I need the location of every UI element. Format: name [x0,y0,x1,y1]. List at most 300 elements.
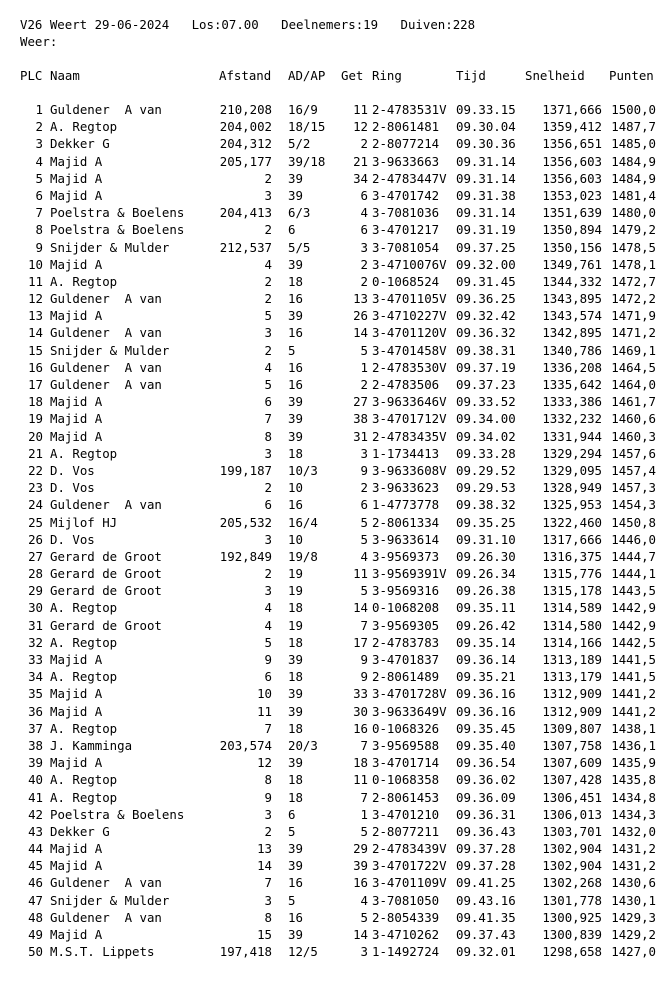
time-cell: 09.35.11 [456,600,516,616]
time-cell: 09.31.14 [456,205,516,221]
name-cell: Snijder & Mulder [50,892,170,908]
distance-cell: 7 [264,411,272,427]
table-row [0,462,670,479]
speed-cell: 1331,944 [542,428,602,444]
speed-cell: 1343,895 [542,291,602,307]
table-row [0,101,670,118]
table-row [0,204,670,221]
place-cell: 31 [28,617,43,633]
get-cell: 3 [360,445,368,461]
adap-cell: 39 [288,308,303,324]
place-cell: 37 [28,720,43,736]
table-row [0,118,670,135]
time-cell: 09.38.32 [456,497,516,513]
distance-cell: 3 [264,892,272,908]
table-row [0,720,670,737]
distance-cell: 4 [264,359,272,375]
speed-cell: 1342,895 [542,325,602,341]
adap-cell: 5 [288,823,296,839]
get-cell: 31 [353,428,368,444]
name-cell: Dekker G [50,823,110,839]
time-cell: 09.35.14 [456,634,516,650]
place-cell: 50 [28,944,43,960]
name-cell: D. Vos [50,462,95,478]
place-cell: 25 [28,514,43,530]
ring-cell: 3-4701458V [372,342,447,358]
speed-cell: 1329,294 [542,445,602,461]
ring-cell: 1-4773778 [372,497,440,513]
adap-cell: 39 [288,170,303,186]
distance-cell: 6 [264,669,272,685]
time-cell: 09.32.01 [456,944,516,960]
points-cell: 1450,8 [611,514,656,530]
ring-cell: 2-4783435V [372,428,447,444]
table-row [0,496,670,513]
distance-cell: 3 [264,325,272,341]
place-cell: 19 [28,411,43,427]
distance-cell: 7 [264,875,272,891]
ring-cell: 3-4701109V [372,875,447,891]
ring-cell: 3-9633649V [372,703,447,719]
name-cell: Majid A [50,841,103,857]
distance-cell: 3 [264,445,272,461]
distance-cell: 5 [264,308,272,324]
table-row [0,617,670,634]
ring-cell: 3-9633663 [372,153,440,169]
adap-cell: 39 [288,841,303,857]
name-cell: Majid A [50,170,103,186]
table-header [0,67,670,84]
time-cell: 09.37.19 [456,359,516,375]
points-cell: 1431,2 [611,858,656,874]
name-cell: Guldener A van [50,497,162,513]
get-cell: 38 [353,411,368,427]
points-cell: 1454,3 [611,497,656,513]
adap-cell: 10/3 [288,462,318,478]
distance-cell: 203,574 [219,737,272,753]
distance-cell: 8 [264,909,272,925]
get-cell: 34 [353,170,368,186]
points-cell: 1429,3 [611,909,656,925]
points-cell: 1464,0 [611,377,656,392]
distance-cell: 199,187 [219,462,272,478]
distance-cell: 13 [257,841,272,857]
points-cell: 1432,0 [611,823,656,839]
adap-cell: 39 [288,187,303,203]
distance-cell: 9 [264,789,272,805]
ring-cell: 2-8061489 [372,669,440,685]
points-cell: 1442,9 [611,617,656,633]
table-row [0,548,670,565]
ring-cell: 2-8077214 [372,136,440,152]
ring-cell: 0-1068326 [372,720,440,736]
table-row [0,290,670,307]
points-cell: 1460,6 [611,411,656,427]
ring-cell: 2-4783439V [372,841,447,857]
name-cell: Gerard de Groot [50,566,162,582]
name-cell: A. Regtop [50,772,118,788]
get-cell: 9 [360,669,368,685]
place-cell: 6 [35,187,43,203]
distance-cell: 204,312 [219,136,272,152]
name-cell: Majid A [50,755,103,771]
place-cell: 10 [28,256,43,272]
distance-cell: 2 [264,273,272,289]
distance-cell: 7 [264,720,272,736]
ring-cell: 3-4701217 [372,222,440,238]
adap-cell: 39 [288,394,303,410]
points-cell: 1435,8 [611,772,656,788]
points-cell: 1472,7 [611,273,656,289]
time-cell: 09.26.42 [456,617,516,633]
points-cell: 1480,0 [611,205,656,221]
get-cell: 2 [360,273,368,289]
ring-cell: 1-1734413 [372,445,440,461]
get-cell: 17 [353,634,368,650]
time-cell: 09.36.14 [456,652,516,667]
adap-cell: 39 [288,411,303,427]
get-cell: 26 [353,308,368,324]
time-cell: 09.37.43 [456,927,516,942]
distance-cell: 4 [264,600,272,616]
get-cell: 7 [360,617,368,633]
adap-cell: 18/15 [288,119,326,135]
points-cell: 1430,1 [611,892,656,908]
weather-line [20,33,57,50]
place-cell: 2 [35,119,43,135]
time-cell: 09.36.32 [456,325,516,341]
place-cell: 3 [35,136,43,152]
distance-cell: 192,849 [219,548,272,564]
time-cell: 09.32.42 [456,308,516,324]
name-cell: Guldener A van [50,325,162,341]
adap-cell: 5 [288,892,296,908]
adap-cell: 16 [288,291,303,307]
name-cell: A. Regtop [50,669,118,685]
time-cell: 09.29.53 [456,480,516,496]
name-cell: A. Regtop [50,634,118,650]
ring-cell: 3-9633614 [372,531,440,547]
name-cell: A. Regtop [50,119,118,135]
distance-cell: 3 [264,583,272,599]
place-cell: 34 [28,669,43,685]
adap-cell: 39 [288,755,303,771]
ring-cell: 3-9633623 [372,480,440,496]
place-cell: 21 [28,445,43,461]
speed-cell: 1313,179 [542,669,602,685]
ring-cell: 3-4710076V [372,256,447,272]
speed-cell: 1356,603 [542,153,602,169]
speed-cell: 1302,904 [542,841,602,857]
speed-cell: 1329,095 [542,462,602,478]
table-row [0,170,670,187]
name-cell: D. Vos [50,480,95,496]
table-row [0,823,670,840]
adap-cell: 16 [288,377,303,392]
speed-cell: 1307,428 [542,772,602,788]
points-cell: 1461,7 [611,394,656,410]
get-cell: 30 [353,703,368,719]
ring-cell: 0-1068358 [372,772,440,788]
speed-cell: 1325,953 [542,497,602,513]
adap-cell: 10 [288,480,303,496]
ring-cell: 3-7081054 [372,239,440,255]
distance-cell: 3 [264,806,272,822]
col-punten: Punten [609,68,654,83]
distance-cell: 8 [264,772,272,788]
time-cell: 09.37.25 [456,239,516,255]
ring-cell: 3-4701712V [372,411,447,427]
table-row [0,754,670,771]
ring-cell: 3-4710227V [372,308,447,324]
time-cell: 09.34.00 [456,411,516,427]
adap-cell: 16/9 [288,102,318,117]
adap-cell: 6 [288,222,296,238]
speed-cell: 1302,904 [542,858,602,874]
speed-cell: 1306,451 [542,789,602,805]
name-cell: A. Regtop [50,789,118,805]
place-cell: 36 [28,703,43,719]
speed-cell: 1335,642 [542,377,602,392]
name-cell: Gerard de Groot [50,583,162,599]
table-row [0,806,670,823]
get-cell: 21 [353,153,368,169]
distance-cell: 5 [264,634,272,650]
name-cell: Majid A [50,256,103,272]
adap-cell: 18 [288,600,303,616]
table-row [0,651,670,668]
place-cell: 45 [28,858,43,874]
points-cell: 1444,1 [611,566,656,582]
points-cell: 1469,1 [611,342,656,358]
place-cell: 44 [28,841,43,857]
table-row [0,256,670,273]
time-cell: 09.41.35 [456,909,516,925]
speed-cell: 1309,807 [542,720,602,736]
name-cell: Guldener A van [50,909,162,925]
table-row [0,393,670,410]
speed-cell: 1314,589 [542,600,602,616]
name-cell: Majid A [50,153,103,169]
ring-cell: 2-4783783 [372,634,440,650]
time-cell: 09.33.52 [456,394,516,410]
place-cell: 11 [28,273,43,289]
name-cell: Majid A [50,411,103,427]
distance-cell: 6 [264,497,272,513]
adap-cell: 16 [288,359,303,375]
time-cell: 09.35.45 [456,720,516,736]
adap-cell: 16 [288,497,303,513]
distance-cell: 15 [257,927,272,942]
points-cell: 1442,9 [611,600,656,616]
get-cell: 7 [360,737,368,753]
table-row [0,273,670,290]
speed-cell: 1300,839 [542,927,602,942]
name-cell: M.S.T. Lippets [50,944,155,960]
distance-cell: 2 [264,823,272,839]
table-row [0,135,670,152]
table-row [0,737,670,754]
time-cell: 09.41.25 [456,875,516,891]
place-cell: 32 [28,634,43,650]
points-cell: 1487,7 [611,119,656,135]
adap-cell: 12/5 [288,944,318,960]
distance-cell: 4 [264,256,272,272]
name-cell: Gerard de Groot [50,548,162,564]
points-cell: 1446,0 [611,531,656,547]
table-row [0,514,670,531]
time-cell: 09.34.02 [456,428,516,444]
adap-cell: 39/18 [288,153,326,169]
get-cell: 5 [360,514,368,530]
time-cell: 09.30.04 [456,119,516,135]
adap-cell: 18 [288,445,303,461]
ring-cell: 2-4783506 [372,377,440,392]
adap-cell: 19 [288,617,303,633]
adap-cell: 39 [288,686,303,702]
name-cell: A. Regtop [50,600,118,616]
name-cell: Majid A [50,652,103,667]
distance-cell: 2 [264,170,272,186]
ring-cell: 3-7081050 [372,892,440,908]
points-cell: 1478,5 [611,239,656,255]
time-cell: 09.31.10 [456,531,516,547]
points-cell: 1436,1 [611,737,656,753]
col-adap: AD/AP [288,68,326,83]
adap-cell: 20/3 [288,737,318,753]
points-cell: 1427,0 [611,944,656,960]
get-cell: 11 [353,772,368,788]
ring-cell: 3-9569391V [372,566,447,582]
ring-cell: 3-4701722V [372,858,447,874]
points-cell: 1441,2 [611,703,656,719]
get-cell: 5 [360,583,368,599]
get-cell: 2 [360,136,368,152]
get-cell: 4 [360,205,368,221]
get-cell: 16 [353,875,368,891]
get-cell: 4 [360,892,368,908]
place-cell: 39 [28,755,43,771]
distance-cell: 12 [257,755,272,771]
distance-cell: 2 [264,566,272,582]
ring-cell: 2-8061481 [372,119,440,135]
distance-cell: 11 [257,703,272,719]
points-cell: 1443,5 [611,583,656,599]
get-cell: 1 [360,806,368,822]
points-cell: 1457,3 [611,480,656,496]
ring-cell: 3-9569373 [372,548,440,564]
name-cell: Mijlof HJ [50,514,118,530]
get-cell: 2 [360,377,368,392]
table-row [0,410,670,427]
points-cell: 1478,1 [611,256,656,272]
name-cell: Majid A [50,428,103,444]
points-cell: 1441,5 [611,652,656,667]
speed-cell: 1300,925 [542,909,602,925]
place-cell: 9 [35,239,43,255]
table-row [0,857,670,874]
ring-cell: 3-4701742 [372,187,440,203]
get-cell: 3 [360,944,368,960]
points-cell: 1435,9 [611,755,656,771]
speed-cell: 1333,386 [542,394,602,410]
speed-cell: 1314,166 [542,634,602,650]
place-cell: 5 [35,170,43,186]
time-cell: 09.31.19 [456,222,516,238]
distance-cell: 204,413 [219,205,272,221]
table-row [0,634,670,651]
speed-cell: 1344,332 [542,273,602,289]
speed-cell: 1349,761 [542,256,602,272]
adap-cell: 39 [288,703,303,719]
points-cell: 1441,5 [611,669,656,685]
points-cell: 1484,9 [611,153,656,169]
adap-cell: 18 [288,634,303,650]
name-cell: Majid A [50,187,103,203]
time-cell: 09.37.28 [456,858,516,874]
time-cell: 09.29.52 [456,462,516,478]
ring-cell: 3-4701210 [372,806,440,822]
speed-cell: 1298,658 [542,944,602,960]
adap-cell: 5/5 [288,239,311,255]
distance-cell: 9 [264,652,272,667]
ring-cell: 2-8054339 [372,909,440,925]
time-cell: 09.36.25 [456,291,516,307]
release-time: Los:07.00 [191,17,259,32]
adap-cell: 6 [288,806,296,822]
distance-cell: 2 [264,342,272,358]
points-cell: 1481,4 [611,187,656,203]
adap-cell: 18 [288,720,303,736]
distance-cell: 2 [264,222,272,238]
adap-cell: 16 [288,325,303,341]
name-cell: Guldener A van [50,875,162,891]
place-cell: 23 [28,480,43,496]
table-row [0,445,670,462]
get-cell: 11 [353,566,368,582]
adap-cell: 39 [288,428,303,444]
weather-label: Weer: [20,34,58,49]
ring-cell: 3-9569305 [372,617,440,633]
time-cell: 09.36.31 [456,806,516,822]
speed-cell: 1307,609 [542,755,602,771]
table-row [0,153,670,170]
name-cell: Guldener A van [50,291,162,307]
speed-cell: 1359,412 [542,119,602,135]
time-cell: 09.37.23 [456,377,516,392]
table-row [0,926,670,943]
place-cell: 4 [35,153,43,169]
speed-cell: 1314,580 [542,617,602,633]
get-cell: 14 [353,325,368,341]
name-cell: Poelstra & Boelens [50,222,185,238]
table-row [0,909,670,926]
time-cell: 09.35.40 [456,737,516,753]
place-cell: 14 [28,325,43,341]
speed-cell: 1306,013 [542,806,602,822]
get-cell: 5 [360,823,368,839]
name-cell: D. Vos [50,531,95,547]
distance-cell: 3 [264,531,272,547]
time-cell: 09.30.36 [456,136,516,152]
speed-cell: 1313,189 [542,652,602,667]
adap-cell: 5/2 [288,136,311,152]
speed-cell: 1312,909 [542,703,602,719]
place-cell: 16 [28,359,43,375]
table-row [0,582,670,599]
table-row [0,428,670,445]
place-cell: 46 [28,875,43,891]
